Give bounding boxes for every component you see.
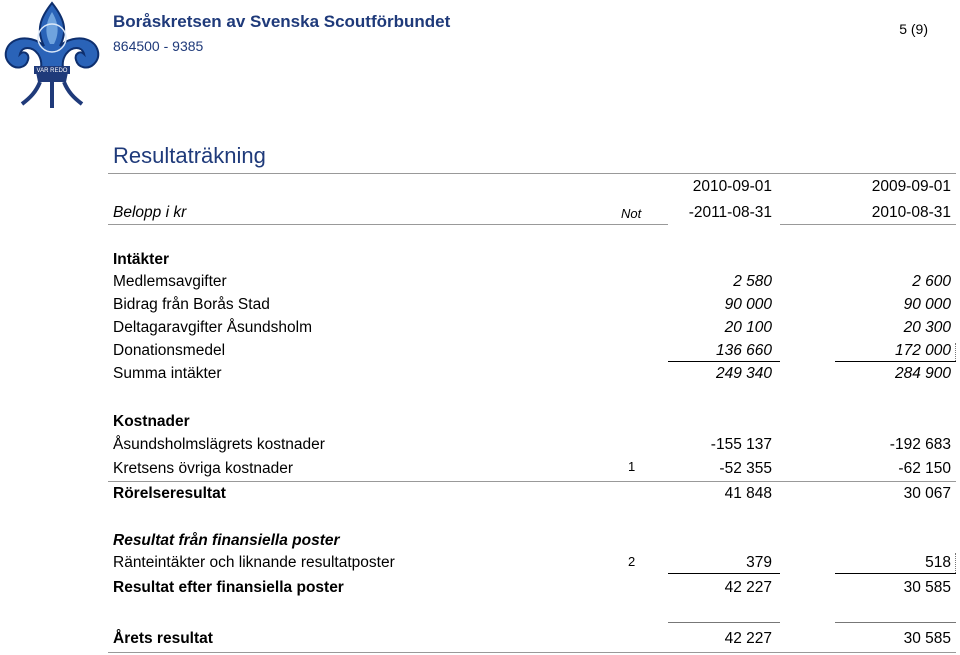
sum-underline: [668, 361, 780, 362]
costs-heading: Kostnader: [113, 413, 190, 430]
income-total-prior: 284 900: [894, 365, 951, 382]
sum-underline: [835, 573, 956, 574]
financial-row-prior: 518: [925, 554, 951, 571]
divider: [108, 224, 668, 225]
divider: [780, 224, 956, 225]
income-row-prior: 2 600: [912, 273, 951, 290]
income-row-current: 20 100: [724, 319, 772, 336]
income-total-label: Summa intäkter: [113, 365, 222, 382]
after-financial-current: 42 227: [724, 579, 772, 596]
year-result-label: Årets resultat: [113, 630, 213, 647]
after-financial-label: Resultat efter finansiella poster: [113, 579, 344, 596]
cost-row-label: Kretsens övriga kostnader: [113, 460, 294, 477]
page-number: 5 (9): [899, 21, 928, 37]
currency-label: Belopp i kr: [113, 204, 187, 221]
sum-underline: [668, 622, 780, 623]
divider: [108, 652, 956, 653]
financial-row-label: Ränteintäkter och liknande resultatposter: [113, 554, 395, 571]
prior-period-start: 2009-09-01: [871, 178, 951, 195]
divider: [108, 481, 956, 482]
divider: [108, 173, 956, 174]
income-row-current: 2 580: [733, 273, 772, 290]
operating-result-current: 41 848: [724, 485, 772, 502]
cost-row-label: Åsundsholmslägrets kostnader: [113, 436, 325, 453]
cost-row-prior: -192 683: [889, 436, 951, 453]
year-result-current: 42 227: [724, 630, 772, 647]
current-period-end: -2011-08-31: [688, 204, 772, 221]
operating-result-prior: 30 067: [903, 485, 951, 502]
sum-underline: [668, 573, 780, 574]
dotted-marker: [955, 343, 956, 361]
financial-heading: Resultat från finansiella poster: [113, 532, 340, 549]
income-row-current: 90 000: [724, 296, 772, 313]
income-row-label: Medlemsavgifter: [113, 273, 227, 290]
cost-row-current: -155 137: [710, 436, 772, 453]
note-column-label: Not: [621, 206, 642, 221]
income-row-prior: 172 000: [894, 342, 951, 359]
income-row-prior: 20 300: [903, 319, 951, 336]
income-row-prior: 90 000: [903, 296, 951, 313]
svg-text:VAR REDO: VAR REDO: [36, 68, 68, 74]
income-row-label: Donationsmedel: [113, 342, 226, 359]
cost-row-current: -52 355: [719, 460, 772, 477]
cost-row-prior: -62 150: [898, 460, 951, 477]
prior-period-end: 2010-08-31: [871, 204, 951, 221]
organization-number: 864500 - 9385: [113, 38, 204, 54]
income-row-current: 136 660: [715, 342, 772, 359]
note-reference: 1: [628, 459, 636, 474]
income-total-current: 249 340: [715, 365, 772, 382]
sum-underline: [835, 361, 956, 362]
year-result-prior: 30 585: [903, 630, 951, 647]
report-title: Resultaträkning: [113, 143, 266, 168]
current-period-start: 2010-09-01: [692, 178, 772, 195]
income-row-label: Bidrag från Borås Stad: [113, 296, 270, 313]
after-financial-prior: 30 585: [903, 579, 951, 596]
income-heading: Intäkter: [113, 251, 169, 268]
income-row-label: Deltagaravgifter Åsundsholm: [113, 319, 313, 336]
financial-row-current: 379: [746, 554, 772, 571]
dotted-marker: [955, 553, 956, 573]
note-reference: 2: [628, 554, 636, 569]
organization-name: Boråskretsen av Svenska Scoutförbundet: [113, 12, 451, 31]
scout-fleur-de-lis-icon: [0, 0, 105, 112]
operating-result-label: Rörelseresultat: [113, 485, 226, 502]
sum-underline: [835, 622, 956, 623]
